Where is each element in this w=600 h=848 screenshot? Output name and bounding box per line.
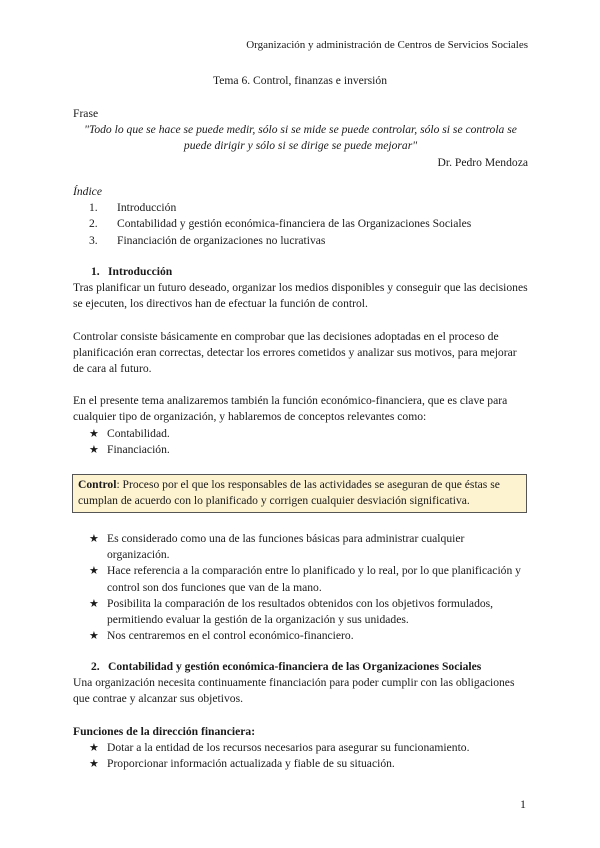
definition-term: Control (78, 478, 117, 491)
section-heading (73, 659, 528, 675)
star-bullet-icon: ★ (89, 533, 99, 545)
definition-text: : Proceso por el que los responsables de las actividades se aseguran de que éstas se cumplan de acuerdo con lo planificado y corrigen cualquier desviación significativa. (78, 478, 500, 508)
document-title: Tema 6. Control, finanzas e inversión (212, 74, 387, 87)
list-item: ★ Contabilidad. (73, 426, 528, 442)
index-item-number: 2. (89, 217, 98, 231)
section-number: 2. (91, 660, 100, 673)
phrase-block (73, 106, 528, 171)
index-item-number: 3. (89, 233, 98, 247)
list-item: ★ Nos centraremos en el control económico-financiero. (73, 628, 528, 644)
intro-paragraph-3: En el presente tema analizaremos también la función económico-financiera, que es clave para cualquier tipo de organización, y hablaremos de conceptos relevantes como: (73, 394, 508, 424)
finance-functions-list (73, 740, 528, 772)
list-item: ★ Proporcionar información actualizada y fiable de su situación. (73, 756, 528, 772)
phrase-quote: "Todo lo que se hace se puede medir, sólo si se mide se puede controlar, sólo si se controla se puede dirigir y sólo si se dirige se puede mejorar" (84, 123, 517, 153)
section-number: 1. (91, 265, 100, 278)
list-item: ★ Posibilita la comparación de los resultados obtenidos con los objetivos formulados, permitiendo evaluar la gestión de la organización y sus unidades. (89, 596, 494, 627)
concepts-list (73, 426, 528, 458)
list-item: ★ Hace referencia a la comparación entre lo planificado y lo real, por lo que planificación y control son dos funciones que van de la mano. (89, 564, 521, 594)
definition-box (72, 474, 527, 513)
subheading: Funciones de la dirección financiera: (73, 724, 256, 738)
phrase-label: Frase (73, 107, 99, 120)
index-item (73, 216, 528, 232)
section-introduction (73, 264, 528, 458)
section-title: Introducción (108, 265, 173, 278)
section2-paragraph: Una organización necesita continuamente financiación para poder cumplir con las obligaciones que contrae y alcanzar sus objetivos. (73, 676, 515, 706)
index-item-number: 1. (89, 201, 98, 215)
index-item-label: Financiación de organizaciones no lucrativas (117, 233, 326, 247)
index-list (73, 200, 528, 249)
index-item-label: Introducción (117, 201, 177, 215)
star-bullet-icon: ★ (89, 443, 99, 456)
index-title: Índice (73, 185, 102, 198)
list-item: ★ Financiación. (73, 442, 528, 458)
index-item-label: Contabilidad y gestión económica-financiera de las Organizaciones Sociales (117, 217, 472, 231)
star-bullet-icon: ★ (89, 741, 99, 754)
control-points-block (73, 531, 528, 644)
section-heading (73, 264, 528, 280)
index-block (73, 184, 528, 249)
index-item (73, 233, 528, 249)
star-bullet-icon: ★ (89, 630, 99, 643)
section-title: Contabilidad y gestión económica-financiera de las Organizaciones Sociales (108, 660, 482, 673)
control-points-list (73, 531, 528, 644)
list-item: ★ Dotar a la entidad de los recursos necesarios para asegurar su funcionamiento. (73, 740, 528, 756)
phrase-author: Dr. Pedro Mendoza (437, 155, 528, 169)
star-bullet-icon: ★ (89, 565, 99, 578)
list-item: ★ Es considerado como una de las funciones básicas para administrar cualquier organización. (89, 532, 465, 562)
section-contabilidad (73, 659, 528, 772)
star-bullet-icon: ★ (89, 597, 99, 610)
running-header: Organización y administración de Centros de Servicios Sociales (246, 39, 528, 51)
star-bullet-icon: ★ (89, 427, 99, 440)
page-number: 1 (520, 797, 526, 811)
intro-paragraph-2: Controlar consiste básicamente en comprobar que las decisiones adoptadas en el proceso de planificación eran correctas, detectar los errores cometidos y analizar sus motivos, para mejorar de cara al futuro. (73, 329, 517, 376)
star-bullet-icon: ★ (89, 758, 99, 771)
index-item (73, 200, 528, 216)
intro-paragraph-1: Tras planificar un futuro deseado, organizar los medios disponibles y conseguir que las decisiones se ejecuten, los directivos han de efectuar la función de control. (73, 281, 528, 311)
